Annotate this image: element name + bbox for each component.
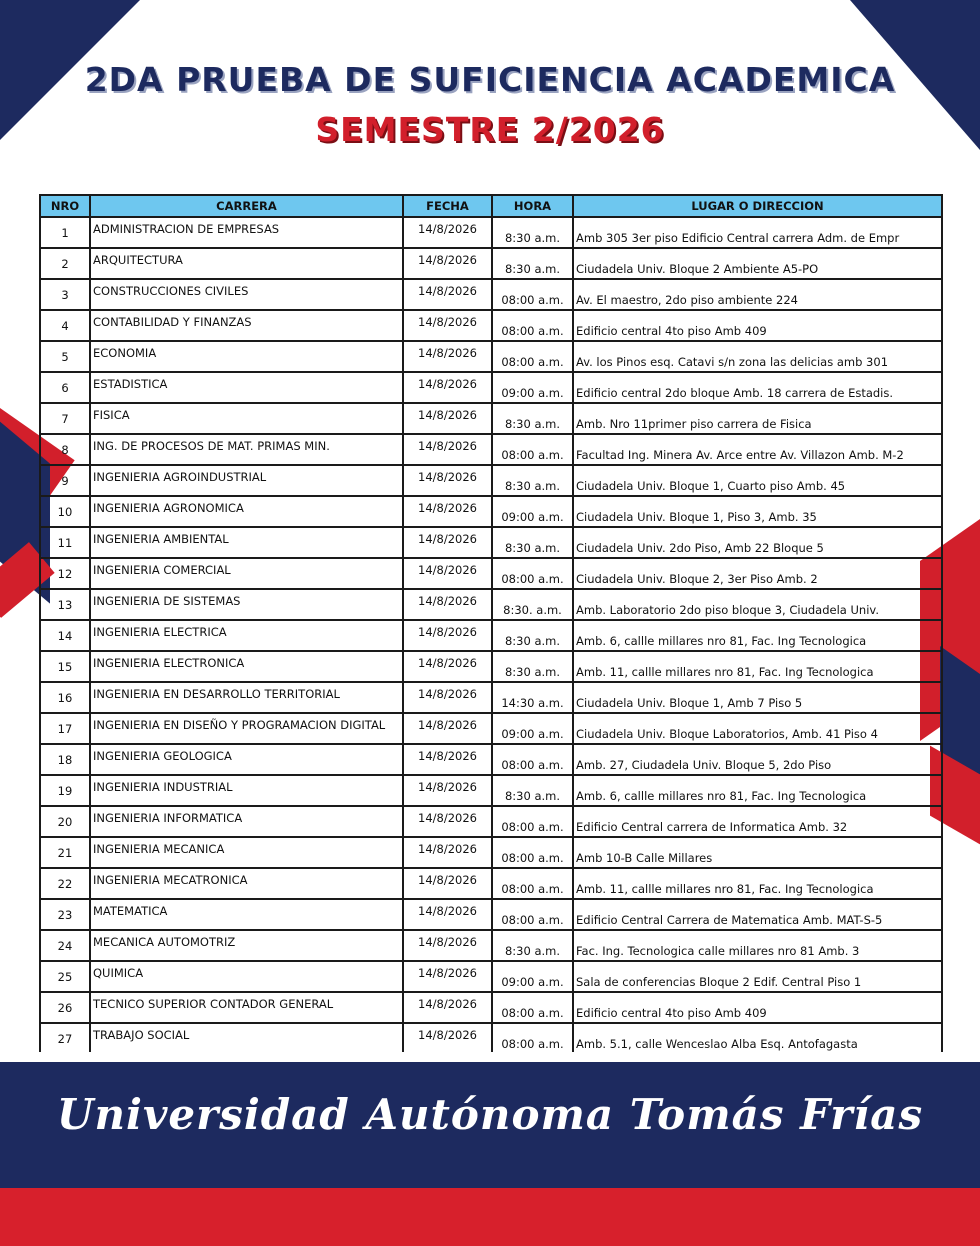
cell-hora: 8:30 a.m.: [492, 651, 573, 682]
footer-stripe: [0, 1188, 980, 1246]
table-row: [40, 744, 942, 775]
cell-lugar: Amb 305 3er piso Edificio Central carrera Adm. de Empr: [573, 217, 942, 248]
cell-carrera: INGENIERIA MECANICA: [90, 837, 403, 868]
cell-nro: 4: [40, 310, 90, 341]
cell-hora: 08:00 a.m.: [492, 806, 573, 837]
cell-lugar: Edificio central 2do bloque Amb. 18 carrera de Estadis.: [573, 372, 942, 403]
cell-nro: 10: [40, 496, 90, 527]
cell-lugar: Amb. 11, callle millares nro 81, Fac. Ing Tecnologica: [573, 868, 942, 899]
cell-nro: 2: [40, 248, 90, 279]
cell-fecha: 14/8/2026: [403, 310, 492, 341]
table-row: [40, 527, 942, 558]
cell-nro: 9: [40, 465, 90, 496]
table-row: [40, 961, 942, 992]
table-row: [40, 434, 942, 465]
cell-fecha: 14/8/2026: [403, 651, 492, 682]
footer-gap: [0, 1052, 980, 1062]
cell-lugar: Av. los Pinos esq. Catavi s/n zona las delicias amb 301: [573, 341, 942, 372]
cell-fecha: 14/8/2026: [403, 279, 492, 310]
cell-nro: 6: [40, 372, 90, 403]
table-row: [40, 496, 942, 527]
cell-nro: 19: [40, 775, 90, 806]
cell-nro: 17: [40, 713, 90, 744]
cell-nro: 15: [40, 651, 90, 682]
cell-fecha: 14/8/2026: [403, 558, 492, 589]
cell-lugar: Amb. 6, callle millares nro 81, Fac. Ing Tecnologica: [573, 620, 942, 651]
cell-carrera: ING. DE PROCESOS DE MAT. PRIMAS MIN.: [90, 434, 403, 465]
cell-carrera: ECONOMIA: [90, 341, 403, 372]
cell-lugar: Amb. 6, callle millares nro 81, Fac. Ing Tecnologica: [573, 775, 942, 806]
cell-fecha: 14/8/2026: [403, 372, 492, 403]
cell-hora: 8:30 a.m.: [492, 217, 573, 248]
cell-hora: 08:00 a.m.: [492, 1023, 573, 1054]
table-row: [40, 992, 942, 1023]
table-row: [40, 589, 942, 620]
cell-nro: 24: [40, 930, 90, 961]
cell-lugar: Facultad Ing. Minera Av. Arce entre Av. Villazon Amb. M-2: [573, 434, 942, 465]
cell-lugar: Edificio Central carrera de Informatica Amb. 32: [573, 806, 942, 837]
table-row: [40, 837, 942, 868]
cell-hora: 09:00 a.m.: [492, 496, 573, 527]
cell-lugar: Ciudadela Univ. Bloque 2 Ambiente A5-PO: [573, 248, 942, 279]
cell-hora: 8:30 a.m.: [492, 403, 573, 434]
cell-carrera: MATEMATICA: [90, 899, 403, 930]
cell-hora: 08:00 a.m.: [492, 744, 573, 775]
cell-fecha: 14/8/2026: [403, 682, 492, 713]
cell-fecha: 14/8/2026: [403, 992, 492, 1023]
cell-lugar: Amb. 5.1, calle Wenceslao Alba Esq. Antofagasta: [573, 1023, 942, 1054]
cell-lugar: Amb. Laboratorio 2do piso bloque 3, Ciudadela Univ.: [573, 589, 942, 620]
cell-fecha: 14/8/2026: [403, 1023, 492, 1054]
cell-fecha: 14/8/2026: [403, 217, 492, 248]
cell-lugar: Edificio Central Carrera de Matematica Amb. MAT-S-5: [573, 899, 942, 930]
cell-nro: 1: [40, 217, 90, 248]
cell-fecha: 14/8/2026: [403, 806, 492, 837]
cell-nro: 18: [40, 744, 90, 775]
table-body: [40, 217, 942, 1085]
cell-nro: 7: [40, 403, 90, 434]
cell-hora: 09:00 a.m.: [492, 713, 573, 744]
table-row: [40, 806, 942, 837]
cell-nro: 12: [40, 558, 90, 589]
cell-carrera: TECNICO SUPERIOR CONTADOR GENERAL: [90, 992, 403, 1023]
table-row: [40, 930, 942, 961]
cell-hora: 08:00 a.m.: [492, 837, 573, 868]
table-row: [40, 620, 942, 651]
table-row: [40, 775, 942, 806]
cell-fecha: 14/8/2026: [403, 527, 492, 558]
cell-nro: 8: [40, 434, 90, 465]
cell-nro: 5: [40, 341, 90, 372]
cell-lugar: Amb. 11, callle millares nro 81, Fac. Ing Tecnologica: [573, 651, 942, 682]
cell-carrera: INGENIERIA AMBIENTAL: [90, 527, 403, 558]
cell-hora: 08:00 a.m.: [492, 992, 573, 1023]
cell-lugar: Amb 10-B Calle Millares: [573, 837, 942, 868]
cell-hora: 08:00 a.m.: [492, 434, 573, 465]
cell-carrera: INGENIERIA ELECTRONICA: [90, 651, 403, 682]
cell-nro: 22: [40, 868, 90, 899]
table-row: [40, 713, 942, 744]
table-row: [40, 403, 942, 434]
table-row: [40, 310, 942, 341]
schedule-table-container: [39, 194, 941, 1086]
column-header-hora: HORA: [492, 195, 573, 217]
cell-fecha: 14/8/2026: [403, 930, 492, 961]
cell-carrera: INGENIERIA EN DISEÑO Y PROGRAMACION DIGITAL: [90, 713, 403, 744]
cell-carrera: INGENIERIA DE SISTEMAS: [90, 589, 403, 620]
table-row: [40, 899, 942, 930]
column-header-fecha: FECHA: [403, 195, 492, 217]
cell-nro: 25: [40, 961, 90, 992]
column-header-lugar: LUGAR O DIRECCION: [573, 195, 942, 217]
cell-carrera: INGENIERIA AGRONOMICA: [90, 496, 403, 527]
cell-carrera: INGENIERIA AGROINDUSTRIAL: [90, 465, 403, 496]
cell-lugar: Amb. Nro 11primer piso carrera de Fisica: [573, 403, 942, 434]
cell-nro: 20: [40, 806, 90, 837]
cell-fecha: 14/8/2026: [403, 868, 492, 899]
cell-fecha: 14/8/2026: [403, 465, 492, 496]
cell-lugar: Ciudadela Univ. Bloque 1, Cuarto piso Amb. 45: [573, 465, 942, 496]
cell-nro: 21: [40, 837, 90, 868]
page-title: 2DA PRUEBA DE SUFICIENCIA ACADEMICA: [84, 60, 896, 99]
cell-lugar: Edificio central 4to piso Amb 409: [573, 310, 942, 341]
cell-fecha: 14/8/2026: [403, 589, 492, 620]
cell-carrera: INGENIERIA COMERCIAL: [90, 558, 403, 589]
cell-hora: 8:30 a.m.: [492, 930, 573, 961]
schedule-table: [39, 194, 943, 1086]
cell-carrera: TRABAJO SOCIAL: [90, 1023, 403, 1054]
cell-nro: 27: [40, 1023, 90, 1054]
cell-carrera: ADMINISTRACION DE EMPRESAS: [90, 217, 403, 248]
cell-hora: 08:00 a.m.: [492, 310, 573, 341]
table-row: [40, 248, 942, 279]
cell-lugar: Amb. 27, Ciudadela Univ. Bloque 5, 2do Piso: [573, 744, 942, 775]
cell-lugar: Ciudadela Univ. Bloque 1, Amb 7 Piso 5: [573, 682, 942, 713]
table-row: [40, 868, 942, 899]
cell-carrera: FISICA: [90, 403, 403, 434]
cell-nro: 16: [40, 682, 90, 713]
cell-carrera: ARQUITECTURA: [90, 248, 403, 279]
cell-lugar: Ciudadela Univ. Bloque 2, 3er Piso Amb. 2: [573, 558, 942, 589]
cell-fecha: 14/8/2026: [403, 899, 492, 930]
cell-fecha: 14/8/2026: [403, 496, 492, 527]
cell-fecha: 14/8/2026: [403, 775, 492, 806]
cell-hora: 08:00 a.m.: [492, 899, 573, 930]
cell-lugar: Sala de conferencias Bloque 2 Edif. Central Piso 1: [573, 961, 942, 992]
table-row: [40, 1023, 942, 1054]
cell-carrera: INGENIERIA MECATRONICA: [90, 868, 403, 899]
cell-carrera: MECANICA AUTOMOTRIZ: [90, 930, 403, 961]
page-subtitle: SEMESTRE 2/2026: [315, 110, 665, 149]
column-header-carrera: CARRERA: [90, 195, 403, 217]
cell-carrera: INGENIERIA INFORMATICA: [90, 806, 403, 837]
cell-fecha: 14/8/2026: [403, 713, 492, 744]
cell-nro: 3: [40, 279, 90, 310]
table-row: [40, 217, 942, 248]
cell-carrera: INGENIERIA GEOLOGICA: [90, 744, 403, 775]
cell-lugar: Av. El maestro, 2do piso ambiente 224: [573, 279, 942, 310]
cell-lugar: Ciudadela Univ. Bloque Laboratorios, Amb. 41 Piso 4: [573, 713, 942, 744]
cell-fecha: 14/8/2026: [403, 341, 492, 372]
cell-nro: 26: [40, 992, 90, 1023]
cell-fecha: 14/8/2026: [403, 403, 492, 434]
cell-lugar: Edificio central 4to piso Amb 409: [573, 992, 942, 1023]
cell-fecha: 14/8/2026: [403, 744, 492, 775]
cell-hora: 8:30 a.m.: [492, 775, 573, 806]
cell-fecha: 14/8/2026: [403, 620, 492, 651]
cell-hora: 08:00 a.m.: [492, 279, 573, 310]
cell-fecha: 14/8/2026: [403, 434, 492, 465]
cell-hora: 8:30 a.m.: [492, 465, 573, 496]
table-row: [40, 682, 942, 713]
cell-carrera: CONTABILIDAD Y FINANZAS: [90, 310, 403, 341]
cell-fecha: 14/8/2026: [403, 961, 492, 992]
cell-nro: 13: [40, 589, 90, 620]
cell-hora: 09:00 a.m.: [492, 961, 573, 992]
cell-hora: 8:30 a.m.: [492, 620, 573, 651]
cell-nro: 14: [40, 620, 90, 651]
cell-lugar: Fac. Ing. Tecnologica calle millares nro 81 Amb. 3: [573, 930, 942, 961]
table-row: [40, 279, 942, 310]
cell-nro: 11: [40, 527, 90, 558]
column-header-nro: NRO: [40, 195, 90, 217]
cell-hora: 08:00 a.m.: [492, 868, 573, 899]
cell-hora: 8:30 a.m.: [492, 527, 573, 558]
table-row: [40, 465, 942, 496]
cell-hora: 14:30 a.m.: [492, 682, 573, 713]
cell-hora: 8:30. a.m.: [492, 589, 573, 620]
cell-hora: 8:30 a.m.: [492, 248, 573, 279]
cell-carrera: INGENIERIA ELECTRICA: [90, 620, 403, 651]
table-row: [40, 651, 942, 682]
table-row: [40, 341, 942, 372]
cell-carrera: CONSTRUCCIONES CIVILES: [90, 279, 403, 310]
table-row: [40, 372, 942, 403]
cell-hora: 08:00 a.m.: [492, 341, 573, 372]
cell-fecha: 14/8/2026: [403, 837, 492, 868]
cell-lugar: Ciudadela Univ. Bloque 1, Piso 3, Amb. 35: [573, 496, 942, 527]
cell-hora: 09:00 a.m.: [492, 372, 573, 403]
cell-lugar: Ciudadela Univ. 2do Piso, Amb 22 Bloque 5: [573, 527, 942, 558]
cell-carrera: ESTADISTICA: [90, 372, 403, 403]
university-name: Universidad Autónoma Tomás Frías: [56, 1090, 924, 1139]
table-row: [40, 558, 942, 589]
cell-hora: 08:00 a.m.: [492, 558, 573, 589]
cell-fecha: 14/8/2026: [403, 248, 492, 279]
cell-carrera: INGENIERIA INDUSTRIAL: [90, 775, 403, 806]
cell-nro: 23: [40, 899, 90, 930]
cell-carrera: QUIMICA: [90, 961, 403, 992]
table-header-row: [40, 195, 942, 217]
cell-carrera: INGENIERIA EN DESARROLLO TERRITORIAL: [90, 682, 403, 713]
